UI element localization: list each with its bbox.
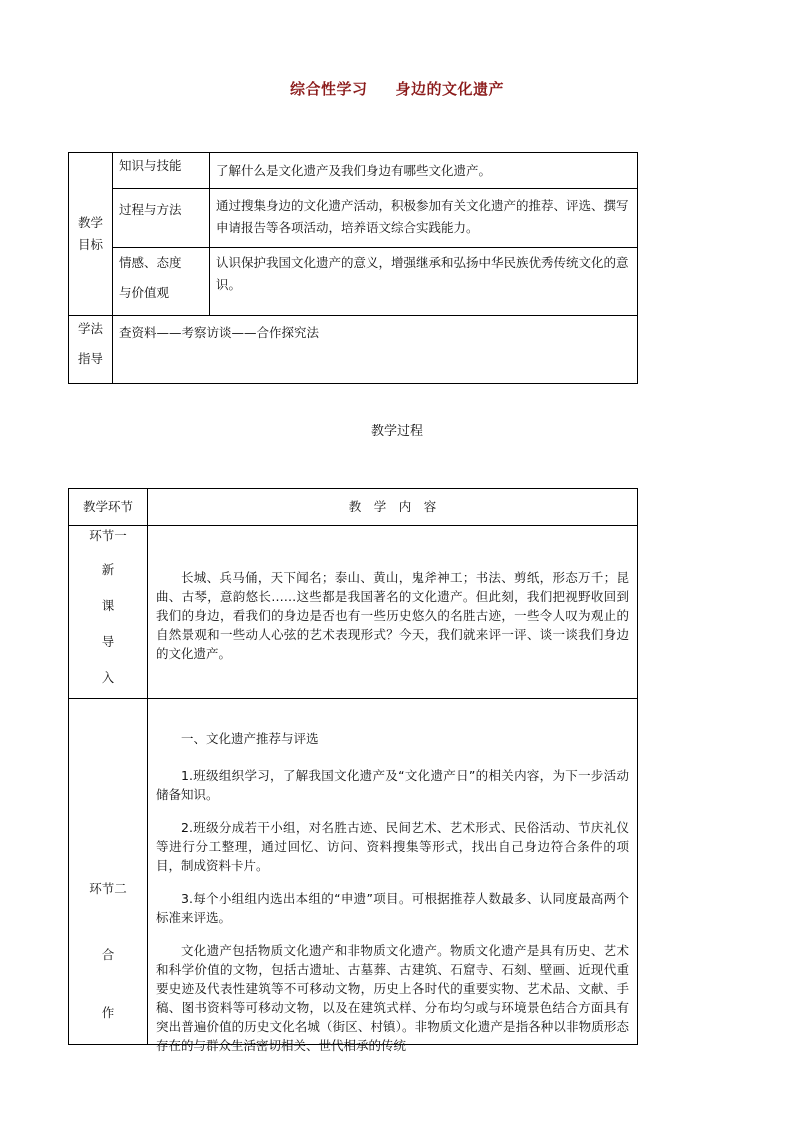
stage-1-content bbox=[148, 526, 638, 699]
goals-group-label bbox=[69, 153, 113, 316]
goals-label-line2: 目标 bbox=[77, 237, 103, 252]
stage-2-label bbox=[69, 699, 148, 1045]
stage-2-content bbox=[148, 699, 638, 1053]
goals-label-line1: 教学 bbox=[77, 215, 103, 230]
goal-description: 通过搜集身边的文化遗产活动，积极参加有关文化遗产的推荐、评选、撰写申请报告等各项活动，培养语文综合实践能力。 bbox=[210, 189, 638, 248]
stage-1-char: 导 bbox=[101, 634, 115, 649]
stage-2-char: 合 bbox=[101, 947, 115, 962]
stage-1-char: 新 bbox=[101, 562, 115, 577]
goal-row-process bbox=[69, 189, 638, 248]
goal-category-line1: 情感、态度 bbox=[119, 255, 182, 270]
goal-description: 认识保护我国文化遗产的意义，增强继承和弘扬中华民族优秀传统文化的意识。 bbox=[210, 248, 638, 316]
header-stage: 教学环节 bbox=[69, 489, 148, 526]
goal-category bbox=[113, 248, 210, 316]
document-title bbox=[0, 78, 794, 99]
stage-1-label bbox=[69, 526, 148, 699]
goal-category: 知识与技能 bbox=[113, 153, 210, 189]
stage-1-paragraph: 长城、兵马俑，天下闻名；泰山、黄山，鬼斧神工；书法、剪纸，形态万千；昆曲、古琴，意韵悠长……这些都是我国著名的文化遗产。但此刻，我们把视野收回到我们的身边，看我们的身边是否也有一些历史悠久的名胜古迹，一些令人叹为观止的自然景观和一些动人心弦的艺术表现形式？今天，我们就来评一评、谈一谈我们身边的文化遗产。 bbox=[156, 570, 629, 661]
method-label-line1: 学法 bbox=[77, 321, 103, 336]
title-part-1: 综合性学习 bbox=[289, 80, 368, 98]
teaching-goals-table bbox=[68, 152, 638, 384]
stage-2-paragraph: 3.每个小组组内选出本组的“申遗”项目。可根据推荐人数最多、认同度最高两个标准来评选。 bbox=[156, 891, 629, 925]
section-heading: 一、文化遗产推荐与评选 bbox=[181, 731, 319, 746]
stage-row-2 bbox=[69, 699, 638, 1045]
goal-row-knowledge bbox=[69, 153, 638, 189]
stage-2-char: 作 bbox=[101, 1005, 115, 1020]
goal-row-attitude bbox=[69, 248, 638, 316]
goal-category: 过程与方法 bbox=[113, 189, 210, 248]
title-part-2: 身边的文化遗产 bbox=[395, 80, 505, 98]
stage-2-paragraph: 1.班级组织学习，了解我国文化遗产及“文化遗产日”的相关内容，为下一步活动储备知识。 bbox=[156, 768, 629, 802]
method-label bbox=[69, 316, 113, 384]
stage-2-title: 环节二 bbox=[89, 881, 127, 896]
method-text: 查资料——考察访谈——合作探究法 bbox=[113, 316, 638, 384]
goal-category-line2: 与价值观 bbox=[119, 285, 170, 300]
process-title: 教学过程 bbox=[370, 424, 423, 439]
process-header-row bbox=[69, 489, 638, 526]
method-label-line2: 指导 bbox=[77, 351, 103, 366]
stage-2-paragraph: 文化遗产包括物质文化遗产和非物质文化遗产。物质文化遗产是具有历史、艺术和科学价值的文物，包括古遗址、古墓葬、古建筑、石窟寺、石刻、壁画、近现代重要史迹及代表性建筑等不可移动文物，历史上各时代的重要实物、艺术品、文献、手稿、图书资料等可移动文物，以及在建筑式样、分布均匀或与环境景色结合方面具有突出普遍价值的历史文化名城（街区、村镇）。非物质文化遗产是指各种以非物质形态存在的与群众生活密切相关、世代相承的传统 bbox=[156, 943, 629, 1053]
stage-row-1 bbox=[69, 526, 638, 699]
header-content: 教 学 内 容 bbox=[148, 489, 638, 526]
stage-2-paragraph: 2.班级分成若干小组，对名胜古迹、民间艺术、艺术形式、民俗活动、节庆礼仪等进行分工整理，通过回忆、访问、资料搜集等形式，找出自己身边符合条件的项目，制成资料卡片。 bbox=[156, 820, 629, 873]
stage-1-char: 课 bbox=[101, 598, 115, 613]
stage-1-char: 入 bbox=[101, 670, 115, 685]
stage-1-title: 环节一 bbox=[89, 528, 127, 543]
goal-description: 了解什么是文化遗产及我们身边有哪些文化遗产。 bbox=[210, 153, 638, 189]
method-row bbox=[69, 316, 638, 384]
teaching-process-table bbox=[68, 488, 638, 1053]
